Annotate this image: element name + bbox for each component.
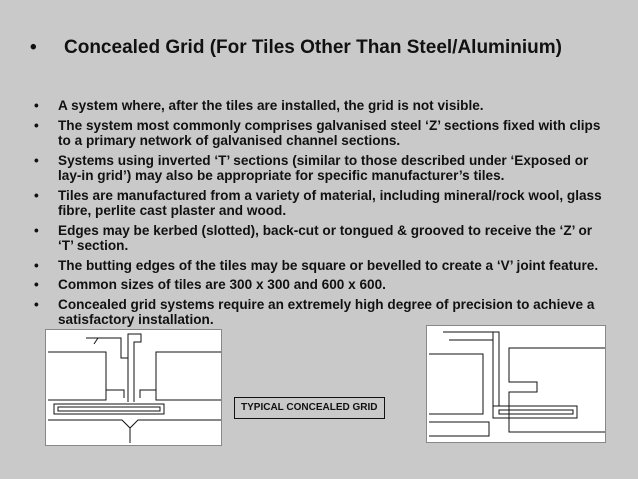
z-section-diagram [426,325,606,443]
t-section-drawing [46,330,221,445]
bullet-list [34,98,604,332]
bullet-item: • The butting edges of the tiles may be square or bevelled to create a ‘V’ joint feature. [34,257,599,273]
heading-text: Concealed Grid (For Tiles Other Than Steel/Aluminium) [64,37,562,58]
bullet-item: • Concealed grid systems require an extremely high degree of precision to achieve a satisfactory installation. [34,296,595,327]
bullet-item: • The system most commonly comprises galvanised steel ‘Z’ sections fixed with clips to a primary network of galvanised channel sections. [34,117,601,148]
t-section-diagram [45,329,222,446]
diagram-caption: TYPICAL CONCEALED GRID [234,397,385,419]
heading-bullet: • [30,37,37,58]
slide-heading [30,36,590,59]
bullet-item: • Edges may be kerbed (slotted), back-cut or tongued & grooved to receive the ‘Z’ or ‘T’ section. [34,222,593,253]
z-section-drawing [427,326,605,442]
bullet-item: • A system where, after the tiles are installed, the grid is not visible. [34,98,484,113]
bullet-item: • Systems using inverted ‘T’ sections (similar to those described under ‘Exposed or lay-in grid’) may also be appropriate for specific manufacturer’s tiles. [34,152,589,183]
bullet-item: • Common sizes of tiles are 300 x 300 and 600 x 600. [34,277,386,292]
bullet-item: • Tiles are manufactured from a variety of material, including mineral/rock wool, glass fibre, perlite cast plaster and wood. [34,187,602,218]
